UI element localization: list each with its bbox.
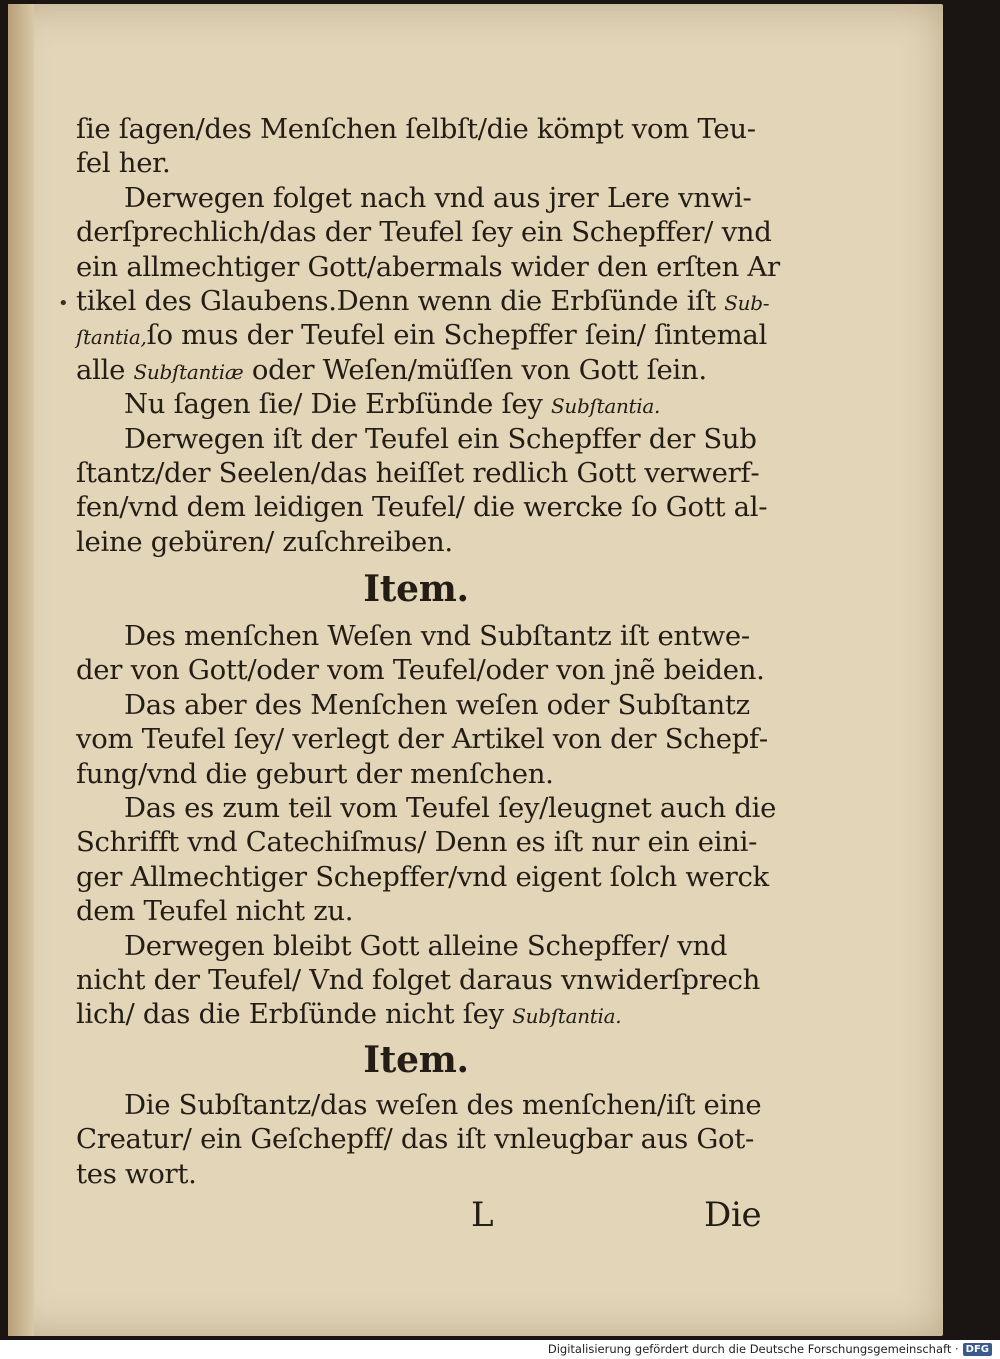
text-line — [76, 791, 816, 825]
line-text: vom Teufel ſey/ verlegt der Artikel von der Schepf‑ — [76, 723, 768, 756]
text-line — [76, 688, 816, 722]
line-text: nicht der Teufel/ Vnd folget daraus vnwiderſprech — [76, 963, 761, 996]
text-line — [76, 929, 816, 963]
line-text: der von Gott/oder vom Teufel/oder von jnẽ beiden. — [76, 654, 765, 687]
section-heading-item: Item. — [363, 568, 469, 611]
line-text: Des menſchen Weſen vnd Subſtantz iſt entwe‑ — [124, 620, 750, 653]
page-binding-edge — [8, 4, 34, 1336]
text-line — [76, 997, 816, 1031]
text-line — [76, 1088, 816, 1122]
text-line — [76, 894, 816, 928]
credit-text: Digitalisierung gefördert durch die Deutsche Forschungsgemeinschaft · — [547, 1342, 959, 1356]
digitization-credit — [548, 1342, 992, 1356]
text-line — [76, 250, 816, 284]
text-line — [76, 422, 816, 456]
latin-term: ſtantia, — [76, 325, 147, 350]
dfg-logo: DFG — [963, 1343, 992, 1356]
paragraph-block-item-2 — [76, 1088, 816, 1191]
text-line — [76, 1122, 816, 1156]
text-line — [76, 490, 816, 524]
text-line — [76, 181, 816, 215]
line-text: derſprechlich/das der Teufel ſey ein Schepffer/ vnd — [76, 216, 772, 249]
text-line — [76, 653, 816, 687]
text-line — [76, 722, 816, 756]
paragraph-block-intro — [76, 112, 816, 559]
line-text: ger Allmechtiger Schepffer/vnd eigent ſolch werck — [76, 860, 769, 893]
text-line — [76, 112, 816, 146]
line-text: alle — [76, 353, 134, 386]
line-text: ſo mus der Teufel ein Schepffer ſein/ ſintemal — [146, 319, 767, 352]
line-text: fel her. — [76, 147, 171, 180]
latin-term: Subſtantiæ — [133, 359, 244, 384]
line-text: tikel des Glaubens.Denn wenn die Erbſünde iſt — [76, 284, 725, 317]
line-text: lich/ das die Erbſünde nicht ſey — [76, 998, 513, 1031]
line-text: Derwegen bleibt Gott alleine Schepffer/ vnd — [124, 929, 728, 962]
text-line — [76, 318, 816, 352]
section-heading-item: Item. — [363, 1038, 469, 1081]
text-line — [76, 860, 816, 894]
latin-term: Subſtantia. — [551, 394, 661, 419]
page-text — [76, 112, 816, 1239]
line-text: ein allmechtiger Gott/abermals wider den erſten Ar — [76, 250, 780, 283]
line-text: fung/vnd die geburt der menſchen. — [76, 757, 554, 790]
latin-term: Sub‑ — [724, 290, 770, 315]
catchword: Die — [704, 1194, 762, 1235]
line-text: Schrifft vnd Catechiſmus/ Denn es iſt nur ein eini‑ — [76, 826, 758, 859]
line-text: ſie ſagen/des Menſchen ſelbſt/die kömpt vom Teu‑ — [76, 113, 756, 145]
text-line — [76, 963, 816, 997]
signature-mark: L — [471, 1194, 494, 1235]
line-text: ſtantz/der Seelen/das heiſſet redlich Gott verwerf‑ — [76, 456, 760, 489]
line-text: oder Weſen/müſſen von Gott ſein. — [243, 353, 707, 386]
text-line — [76, 387, 816, 421]
book-page — [8, 4, 943, 1336]
text-line — [76, 1157, 816, 1191]
line-text: leine gebüren/ zuſchreiben. — [76, 525, 453, 558]
line-text: Das aber des Menſchen weſen oder Subſtantz — [124, 688, 750, 721]
text-line — [76, 284, 816, 318]
page-foot-row — [76, 1191, 816, 1239]
line-text: tes wort. — [76, 1157, 197, 1190]
text-line — [76, 456, 816, 490]
text-line — [76, 353, 816, 387]
line-text: Die Subſtantz/das weſen des menſchen/iſt eine — [124, 1088, 762, 1121]
line-text: fen/vnd dem leidigen Teufel/ die wercke ſo Gott al‑ — [76, 491, 768, 524]
paragraph-block-item-1 — [76, 619, 816, 1032]
line-text: dem Teufel nicht zu. — [76, 895, 354, 928]
line-text: Nu ſagen ſie/ Die Erbſünde ſey — [124, 388, 552, 421]
text-line — [76, 825, 816, 859]
latin-term: Subſtantia. — [512, 1004, 622, 1029]
text-line — [76, 146, 816, 180]
line-text: Creatur/ ein Geſchepff/ das iſt vnleugbar aus Got‑ — [76, 1123, 755, 1156]
text-line — [76, 525, 816, 559]
line-text: Derwegen folget nach vnd aus jrer Lere vnwi‑ — [124, 181, 752, 214]
text-line — [76, 619, 816, 653]
line-text: Das es zum teil vom Teufel ſey/leugnet auch die — [124, 792, 777, 825]
line-text: Derwegen iſt der Teufel ein Schepffer der Sub — [124, 422, 757, 455]
text-line — [76, 757, 816, 791]
text-line — [76, 215, 816, 249]
margin-mark: • — [58, 293, 69, 314]
